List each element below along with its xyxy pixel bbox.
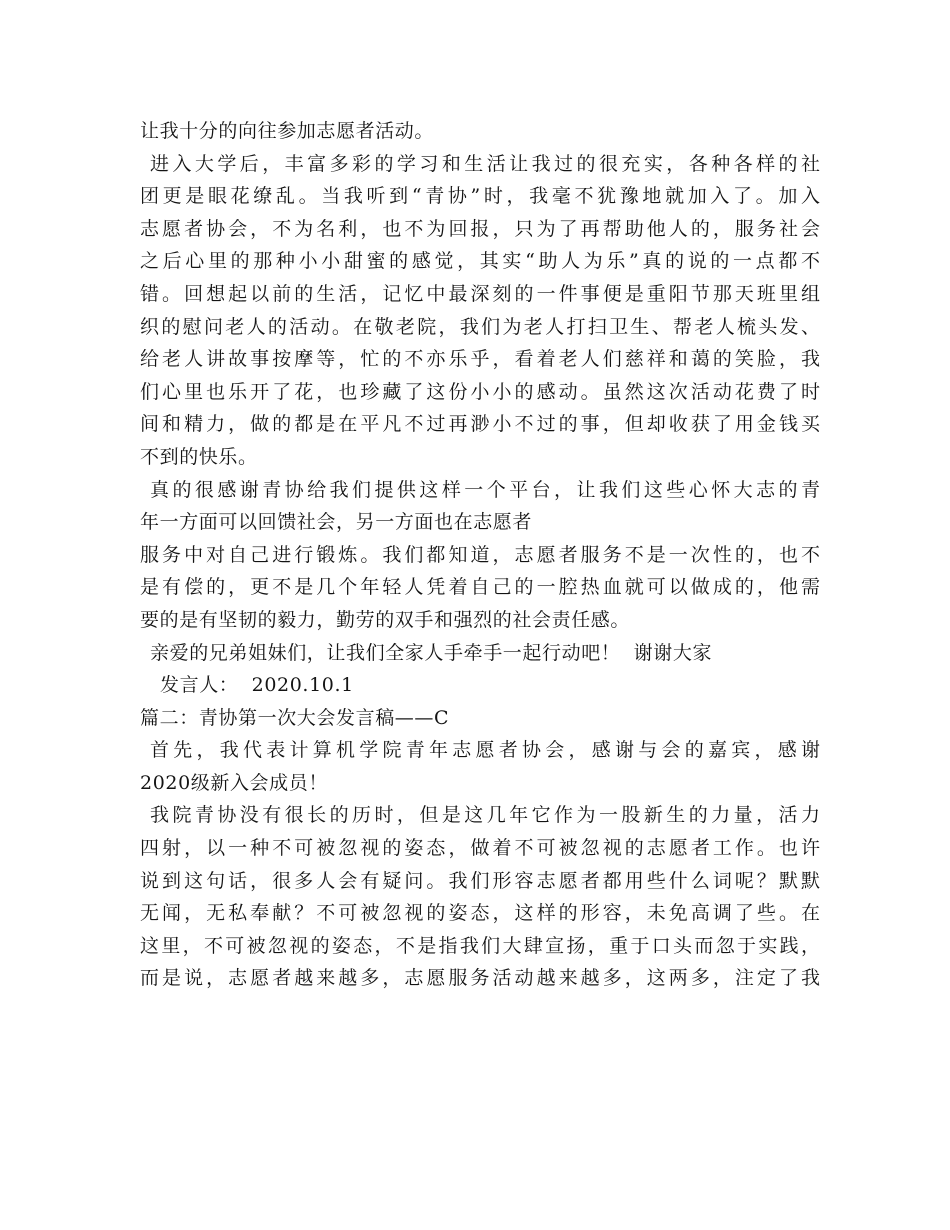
text-line: 首先，我代表计算机学院青年志愿者协会，感谢与会的嘉宾，感谢 <box>150 739 820 762</box>
text-line: 真的很感谢青协给我们提供这样一个平台，让我们这些心怀大志的青 <box>150 478 820 501</box>
text-line: 团更是眼花缭乱。当我听到“青协”时，我毫不犹豫地就加入了。加入 <box>140 185 820 208</box>
text-line: 让我十分的向往参加志愿者活动。 <box>140 120 435 142</box>
text-line: 不到的快乐。 <box>140 445 258 468</box>
text-line: 而是说，志愿者越来越多，志愿服务活动越来越多，这两多，注定了我 <box>140 967 820 990</box>
text-line: 2020级新入会成员！ <box>140 771 328 794</box>
text-line: 无闻，无私奉献？不可被忽视的姿态，这样的形容，未免高调了些。在 <box>140 902 820 925</box>
text-line: 给老人讲故事按摩等，忙的不亦乐乎，看着老人们慈祥和蔼的笑脸，我 <box>140 348 820 371</box>
text-line: 间和精力，做的都是在平凡不过再渺小不过的事，但却收获了用金钱买 <box>140 413 820 436</box>
text-line: 们心里也乐开了花，也珍藏了这份小小的感动。虽然这次活动花费了时 <box>140 380 820 403</box>
text-line: 我院青协没有很长的历时，但是这几年它作为一股新生的力量，活力 <box>150 804 820 827</box>
text-line: 发言人： 2020.10.1 <box>160 674 354 697</box>
text-line: 织的慰问老人的活动。在敬老院，我们为老人打扫卫生、帮老人梳头发、 <box>140 315 820 338</box>
text-line: 进入大学后，丰富多彩的学习和生活让我过的很充实，各种各样的社 <box>150 152 820 175</box>
text-line: 是有偿的，更不是几个年轻人凭着自己的一腔热血就可以做成的，他需 <box>140 576 820 599</box>
text-line: 志愿者协会，不为名利，也不为回报，只为了再帮助他人的，服务社会 <box>140 217 820 240</box>
text-line: 说到这句话，很多人会有疑问。我们形容志愿者都用些什么词呢？默默 <box>140 869 820 892</box>
document-body <box>140 115 820 995</box>
text-line: 四射，以一种不可被忽视的姿态，做着不可被忽视的志愿者工作。也许 <box>140 837 820 860</box>
text-line: 这里，不可被忽视的姿态，不是指我们大肆宣扬，重于口头而忽于实践， <box>140 934 820 957</box>
text-line: 服务中对自己进行锻炼。我们都知道，志愿者服务不是一次性的，也不 <box>140 543 820 566</box>
text-line: 亲爱的兄弟姐妹们，让我们全家人手牵手一起行动吧！ 谢谢大家 <box>150 641 713 664</box>
text-line: 要的是有坚韧的毅力，勤劳的双手和强烈的社会责任感。 <box>140 608 631 631</box>
text-line: 错。回想起以前的生活，记忆中最深刻的一件事便是重阳节那天班里组 <box>140 282 820 305</box>
section-heading: 篇二：青协第一次大会发言稿——C <box>140 706 450 729</box>
text-line: 年一方面可以回馈社会，另一方面也在志愿者 <box>140 511 533 534</box>
text-line: 之后心里的那种小小甜蜜的感觉，其实“助人为乐”真的说的一点都不 <box>140 250 820 273</box>
